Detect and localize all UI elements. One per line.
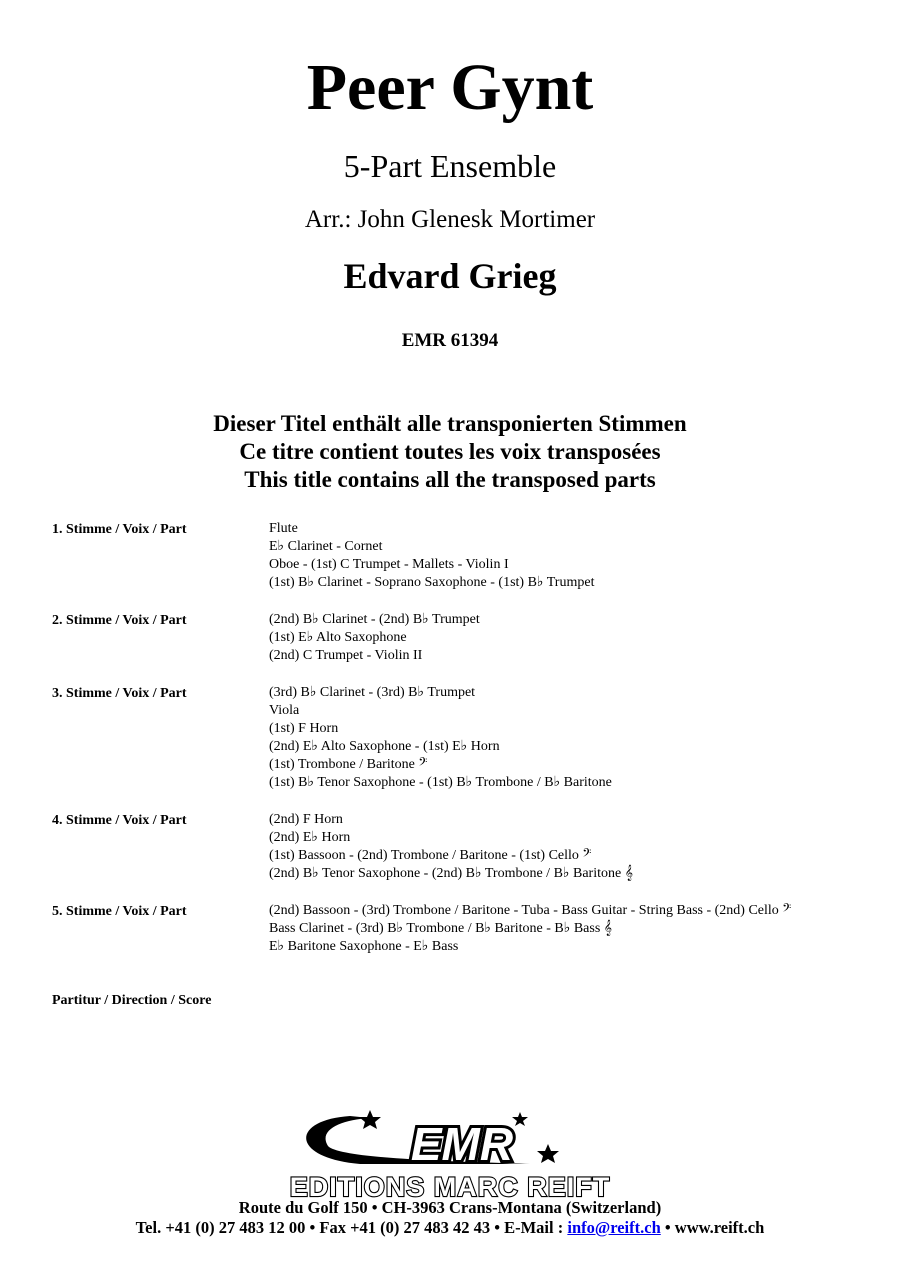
transposed-parts-notice — [0, 410, 900, 494]
instrument-line: (1st) E♭ Alto Saxophone — [269, 630, 407, 645]
parts-list — [52, 520, 892, 975]
instrument-line: (2nd) C Trumpet - Violin II — [269, 648, 423, 663]
instrument-line: (1st) B♭ Clarinet - Soprano Saxophone - (1st) B♭ Trumpet — [269, 575, 595, 590]
instrument-line: (1st) B♭ Tenor Saxophone - (1st) B♭ Trombone / B♭ Baritone — [269, 775, 612, 790]
notice-line-en: This title contains all the transposed parts — [244, 467, 656, 492]
instrument-line: (1st) F Horn — [269, 721, 339, 736]
instrument-line: E♭ Baritone Saxophone - E♭ Bass — [269, 939, 459, 954]
publisher-address: Route du Golf 150 • CH-3963 Crans-Montana (Switzerland) — [238, 1198, 662, 1217]
instrument-line: Flute — [269, 521, 298, 536]
part-group — [52, 684, 892, 792]
instrument-line: (2nd) Bassoon - (3rd) Trombone / Baritone - Tuba - Bass Guitar - String Bass - (2nd) Cello 𝄢 — [269, 903, 792, 918]
instrument-list — [269, 811, 633, 883]
email-link[interactable]: info@reift.ch — [567, 1218, 661, 1237]
page-title: Peer Gynt — [306, 51, 594, 124]
instrument-list — [269, 520, 594, 592]
part-label: 1. Stimme / Voix / Part — [52, 522, 187, 537]
logo-mark-text: EMR — [410, 1118, 514, 1170]
instrument-line: (1st) Bassoon - (2nd) Trombone / Baritone - (1st) Cello 𝄢 — [269, 848, 592, 863]
contact-phone-fax: Tel. +41 (0) 27 483 12 00 • Fax +41 (0) 27 483 42 43 • E-Mail : — [135, 1218, 568, 1237]
part-label: 4. Stimme / Voix / Part — [52, 813, 187, 828]
contact-website: • www.reift.ch — [660, 1218, 765, 1237]
instrument-line: (2nd) F Horn — [269, 812, 343, 827]
instrument-line: Viola — [269, 703, 300, 718]
publisher-contact — [0, 1218, 900, 1238]
instrument-line: (2nd) E♭ Alto Saxophone - (1st) E♭ Horn — [269, 739, 500, 754]
instrument-line: Bass Clarinet - (3rd) B♭ Trombone / B♭ Baritone - B♭ Bass 𝄞 — [269, 921, 613, 936]
instrument-list — [269, 611, 480, 665]
part-group — [52, 611, 892, 665]
subtitle: 5-Part Ensemble — [343, 148, 557, 184]
instrument-line: (1st) Trombone / Baritone 𝄢 — [269, 757, 428, 772]
instrument-line: (2nd) B♭ Clarinet - (2nd) B♭ Trumpet — [269, 612, 480, 627]
instrument-list — [269, 902, 791, 956]
notice-line-fr: Ce titre contient toutes les voix transposées — [239, 439, 661, 464]
part-group — [52, 902, 892, 956]
catalog-number: EMR 61394 — [401, 330, 499, 351]
composer: Edvard Grieg — [343, 256, 557, 296]
publisher-name: EDITIONS MARC REIFT — [289, 1172, 611, 1200]
instrument-line: Oboe - (1st) C Trumpet - Mallets - Violin I — [269, 557, 509, 572]
part-label: 3. Stimme / Voix / Part — [52, 686, 187, 701]
instrument-line: E♭ Clarinet - Cornet — [269, 539, 383, 554]
instrument-line: (2nd) B♭ Tenor Saxophone - (2nd) B♭ Trombone / B♭ Baritone 𝄞 — [269, 866, 633, 881]
part-group — [52, 811, 892, 883]
arranger: Arr.: John Glenesk Mortimer — [304, 206, 596, 233]
score-label: Partitur / Direction / Score — [52, 993, 212, 1008]
part-label: 5. Stimme / Voix / Part — [52, 904, 187, 919]
instrument-list — [269, 684, 612, 792]
instrument-line: (3rd) B♭ Clarinet - (3rd) B♭ Trumpet — [269, 685, 476, 700]
notice-line-de: Dieser Titel enthält alle transponierten Stimmen — [213, 411, 687, 436]
instrument-line: (2nd) E♭ Horn — [269, 830, 351, 845]
part-label: 2. Stimme / Voix / Part — [52, 613, 187, 628]
emr-logo — [230, 1108, 670, 1200]
part-group — [52, 520, 892, 592]
